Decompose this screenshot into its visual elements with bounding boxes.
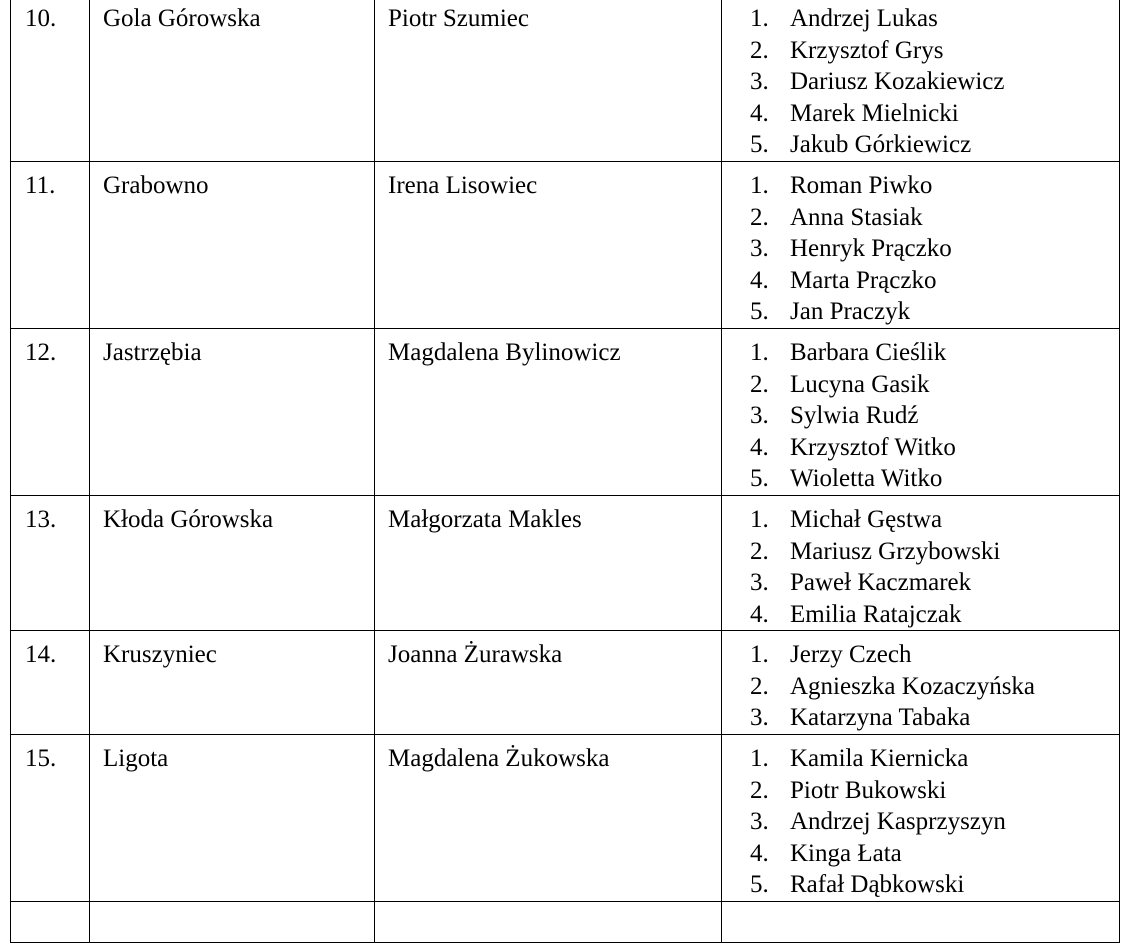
row-number-cell: [11, 328, 90, 495]
member-name: Piotr Bukowski: [790, 776, 947, 804]
member-number: 1.: [750, 5, 769, 32]
table-row: [11, 902, 1120, 943]
members-cell: [722, 328, 1120, 495]
village-cell: [90, 0, 375, 161]
village-name: Grabowno: [103, 171, 209, 199]
member-number: 3.: [750, 235, 769, 263]
members-cell: [722, 631, 1120, 735]
leader-cell: [375, 0, 722, 161]
member-number: 3.: [750, 68, 769, 96]
list-item: [750, 98, 1119, 130]
table-row: [11, 495, 1120, 630]
list-item: [750, 170, 1119, 202]
members-cell: [722, 161, 1120, 328]
leader-cell: [375, 495, 722, 630]
list-item: [750, 869, 1119, 901]
member-number: 3.: [750, 402, 769, 430]
member-name: Jan Praczyk: [790, 298, 911, 326]
row-number-cell: [11, 495, 90, 630]
list-item: [750, 599, 1119, 631]
member-number: 1.: [750, 505, 769, 533]
member-number: 4.: [750, 433, 769, 461]
list-item: [750, 400, 1119, 432]
list-item: [750, 432, 1119, 464]
row-number: 14.: [25, 641, 57, 669]
table-body: [11, 0, 1120, 943]
list-item: [750, 369, 1119, 401]
member-name: Kamila Kiernicka: [790, 745, 969, 773]
member-name: Jerzy Czech: [790, 641, 912, 669]
member-name: Agnieszka Kozaczyńska: [790, 672, 1036, 700]
leader-name: Piotr Szumiec: [388, 5, 529, 32]
row-number-cell: [11, 161, 90, 328]
leader-cell: [375, 161, 722, 328]
member-name: Paweł Kaczmarek: [790, 569, 972, 597]
village-cell: [90, 328, 375, 495]
member-number: 1.: [750, 171, 769, 199]
member-number: 4.: [750, 266, 769, 294]
member-name: Marta Prączko: [790, 266, 937, 294]
member-name: Anna Stasiak: [790, 203, 923, 231]
member-number: 2.: [750, 370, 769, 398]
table-row: [11, 735, 1120, 902]
village-cell: [90, 161, 375, 328]
member-number: 1.: [750, 641, 769, 669]
member-name: Andrzej Lukas: [790, 5, 938, 32]
empty-cell: [90, 902, 375, 943]
table-row: [11, 328, 1120, 495]
member-name: Barbara Cieślik: [790, 338, 947, 366]
member-number: 3.: [750, 569, 769, 597]
member-name: Jakub Górkiewicz: [790, 131, 972, 159]
member-number: 1.: [750, 338, 769, 366]
member-number: 4.: [750, 99, 769, 127]
row-number: 15.: [25, 745, 57, 773]
member-name: Marek Mielnicki: [790, 99, 959, 127]
village-name: Ligota: [103, 745, 169, 773]
member-number: 5.: [750, 131, 769, 159]
empty-cell: [11, 902, 90, 943]
member-number: 3.: [750, 808, 769, 836]
list-item: [750, 296, 1119, 328]
member-list: [750, 162, 1119, 328]
list-item: [750, 775, 1119, 807]
member-name: Mariusz Grzybowski: [790, 537, 1001, 565]
village-cell: [90, 735, 375, 902]
member-list: [750, 496, 1119, 630]
empty-cell: [722, 902, 1120, 943]
member-number: 5.: [750, 871, 769, 899]
village-council-table: [10, 0, 1120, 943]
leader-cell: [375, 631, 722, 735]
list-item: [750, 202, 1119, 234]
member-name: Krzysztof Witko: [790, 433, 956, 461]
list-item: [750, 35, 1119, 67]
table-row: [11, 161, 1120, 328]
member-number: 1.: [750, 745, 769, 773]
member-number: 5.: [750, 465, 769, 493]
list-item: [750, 337, 1119, 369]
row-number: 11.: [25, 171, 56, 199]
empty-cell: [375, 902, 722, 943]
list-item: [750, 66, 1119, 98]
row-number-cell: [11, 631, 90, 735]
member-list: [750, 329, 1119, 495]
village-cell: [90, 631, 375, 735]
table-row: [11, 631, 1120, 735]
member-name: Michał Gęstwa: [790, 505, 943, 533]
member-name: Roman Piwko: [790, 171, 933, 199]
row-number: 12.: [25, 338, 57, 366]
members-cell: [722, 735, 1120, 902]
village-name: Kruszyniec: [103, 641, 217, 669]
member-number: 2.: [750, 537, 769, 565]
member-name: Wioletta Witko: [790, 465, 943, 493]
member-list: [750, 631, 1119, 734]
member-number: 4.: [750, 600, 769, 628]
member-number: 2.: [750, 776, 769, 804]
row-number-cell: [11, 0, 90, 161]
list-item: [750, 265, 1119, 297]
list-item: [750, 463, 1119, 495]
member-name: Rafał Dąbkowski: [790, 871, 965, 899]
member-list: [750, 735, 1119, 901]
list-item: [750, 536, 1119, 568]
member-name: Henryk Prączko: [790, 235, 952, 263]
member-name: Emilia Ratajczak: [790, 600, 962, 628]
member-number: 4.: [750, 839, 769, 867]
row-number-cell: [11, 735, 90, 902]
table-row: [11, 0, 1120, 161]
member-list: [750, 0, 1119, 161]
leader-name: Joanna Żurawska: [388, 641, 563, 669]
list-item: [750, 639, 1119, 671]
leader-name: Magdalena Żukowska: [388, 745, 610, 773]
members-cell: [722, 0, 1120, 161]
member-number: 2.: [750, 672, 769, 700]
leader-cell: [375, 328, 722, 495]
list-item: [750, 129, 1119, 161]
member-name: Dariusz Kozakiewicz: [790, 68, 1005, 96]
village-name: Gola Górowska: [103, 5, 261, 32]
list-item: [750, 838, 1119, 870]
row-number: 10.: [25, 5, 57, 32]
member-name: Krzysztof Grys: [790, 36, 944, 64]
member-name: Lucyna Gasik: [790, 370, 930, 398]
village-cell: [90, 495, 375, 630]
list-item: [750, 233, 1119, 265]
list-item: [750, 671, 1119, 703]
member-number: 3.: [750, 704, 769, 732]
member-number: 2.: [750, 36, 769, 64]
list-item: [750, 567, 1119, 599]
member-name: Andrzej Kasprzyszyn: [790, 808, 1006, 836]
list-item: [750, 806, 1119, 838]
member-name: Sylwia Rudź: [790, 402, 919, 430]
list-item: [750, 702, 1119, 734]
list-item: [750, 743, 1119, 775]
member-number: 2.: [750, 203, 769, 231]
member-name: Kinga Łata: [790, 839, 902, 867]
member-name: Katarzyna Tabaka: [790, 704, 971, 732]
village-name: Jastrzębia: [103, 338, 202, 366]
row-number: 13.: [25, 505, 57, 533]
member-number: 5.: [750, 298, 769, 326]
leader-name: Małgorzata Makles: [388, 505, 582, 533]
leader-cell: [375, 735, 722, 902]
village-name: Kłoda Górowska: [103, 505, 274, 533]
leader-name: Irena Lisowiec: [388, 171, 538, 199]
list-item: [750, 3, 1119, 35]
leader-name: Magdalena Bylinowicz: [388, 338, 621, 366]
list-item: [750, 504, 1119, 536]
members-cell: [722, 495, 1120, 630]
